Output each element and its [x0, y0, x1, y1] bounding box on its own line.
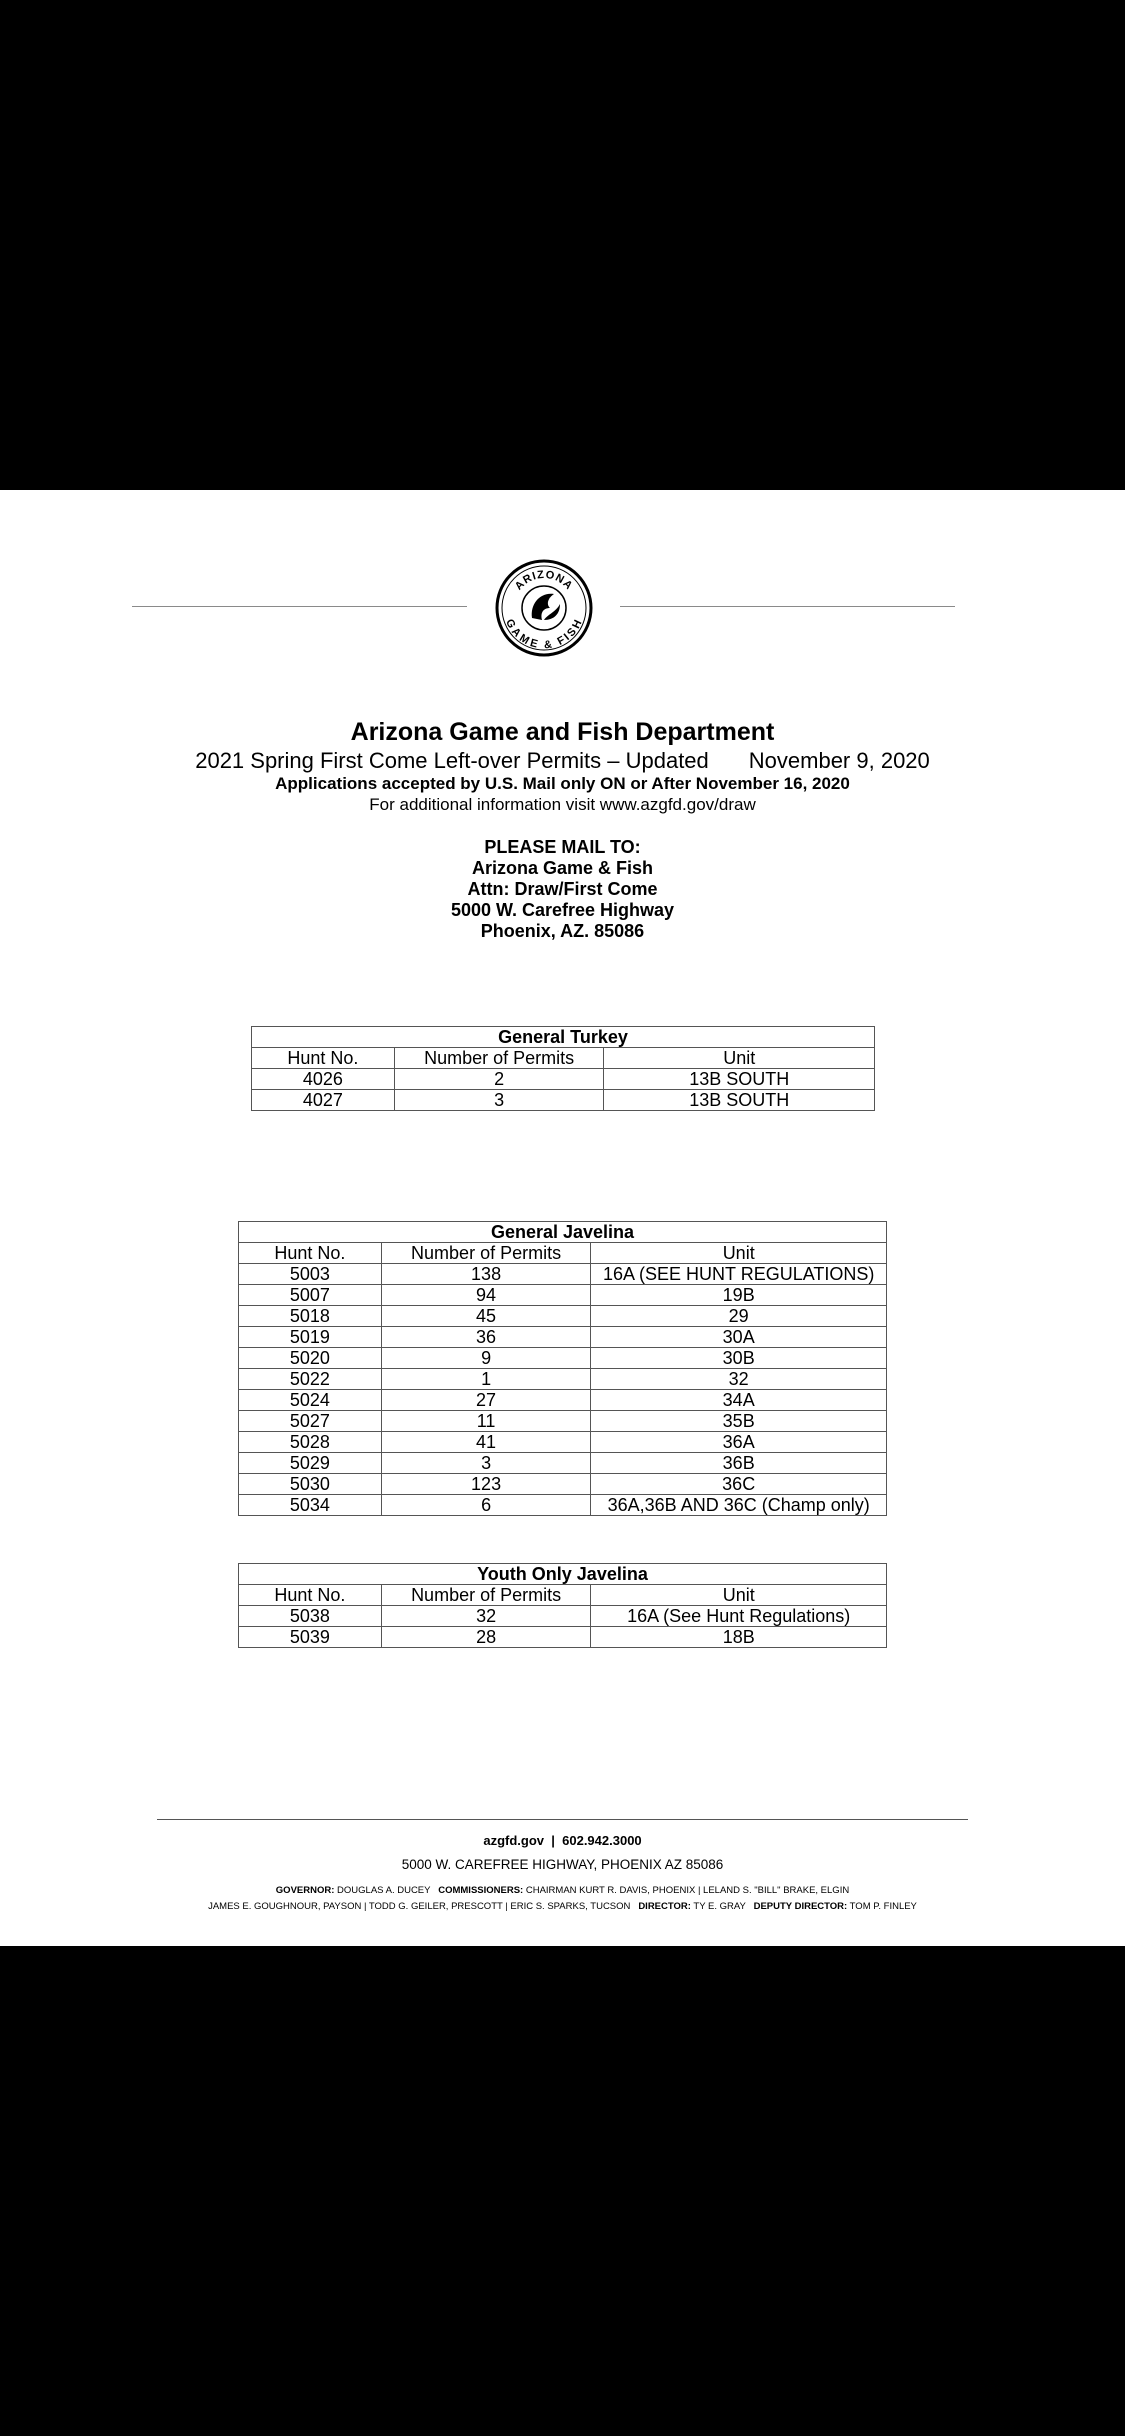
general-javelina-table — [238, 1221, 887, 1516]
unit-cell: 30A — [591, 1327, 887, 1348]
hunt-no-cell: 5019 — [239, 1327, 382, 1348]
document-subtitle — [0, 750, 1125, 772]
table-row — [239, 1285, 887, 1306]
table-row — [239, 1390, 887, 1411]
column-header-permits: Number of Permits — [381, 1585, 591, 1606]
table-row — [252, 1090, 875, 1111]
department-title: Arizona Game and Fish Department — [350, 718, 775, 746]
table-row — [239, 1348, 887, 1369]
footer-separator: | — [551, 1833, 555, 1848]
governor-label: GOVERNOR: — [275, 1885, 335, 1896]
table-row — [239, 1453, 887, 1474]
arizona-game-and-fish-seal-icon — [494, 558, 594, 658]
permits-cell: 138 — [381, 1264, 591, 1285]
commissioners-line-2: JAMES E. GOUGHNOUR, PAYSON | TODD G. GEILER, PRESCOTT | ERIC S. SPARKS, TUCSON — [208, 1901, 631, 1912]
permits-cell: 9 — [381, 1348, 591, 1369]
subtitle-text: 2021 Spring First Come Left-over Permits – Updated — [195, 748, 709, 773]
commissioners-line-1: CHAIRMAN KURT R. DAVIS, PHOENIX | LELAND S. "BILL" BRAKE, ELGIN — [525, 1885, 850, 1896]
permits-cell: 11 — [381, 1411, 591, 1432]
permits-cell: 123 — [381, 1474, 591, 1495]
unit-cell: 36A — [591, 1432, 887, 1453]
director-label: DIRECTOR: — [638, 1901, 691, 1912]
unit-cell: 16A (SEE HUNT REGULATIONS) — [591, 1264, 887, 1285]
hunt-no-cell: 4026 — [252, 1069, 395, 1090]
table-title: Youth Only Javelina — [239, 1564, 887, 1585]
director-name: TY E. GRAY — [693, 1901, 746, 1912]
column-header-permits: Number of Permits — [394, 1048, 604, 1069]
svg-text:ARIZONA: ARIZONA — [512, 568, 576, 593]
applications-note: Applications accepted by U.S. Mail only ON or After November 16, 2020 — [275, 774, 850, 793]
mail-line: Arizona Game & Fish — [471, 858, 654, 878]
hunt-no-cell: 5030 — [239, 1474, 382, 1495]
column-header-unit: Unit — [591, 1243, 887, 1264]
hunt-no-cell: 5024 — [239, 1390, 382, 1411]
permits-cell: 94 — [381, 1285, 591, 1306]
table-title: General Turkey — [252, 1027, 875, 1048]
header-rule-right — [620, 606, 955, 607]
hunt-no-cell: 5027 — [239, 1411, 382, 1432]
unit-cell: 19B — [591, 1285, 887, 1306]
column-header-unit: Unit — [604, 1048, 875, 1069]
unit-cell: 13B SOUTH — [604, 1069, 875, 1090]
column-header-hunt-no: Hunt No. — [239, 1243, 382, 1264]
table-title: General Javelina — [239, 1222, 887, 1243]
permits-cell: 1 — [381, 1369, 591, 1390]
permits-cell: 3 — [394, 1090, 604, 1111]
updated-date: November 9, 2020 — [748, 748, 930, 773]
column-header-unit: Unit — [591, 1585, 887, 1606]
governor-name: DOUGLAS A. DUCEY — [337, 1885, 431, 1896]
table-row — [239, 1606, 887, 1627]
permits-cell: 6 — [381, 1495, 591, 1516]
unit-cell: 30B — [591, 1348, 887, 1369]
permits-cell: 32 — [381, 1606, 591, 1627]
footer-address: 5000 W. CAREFREE HIGHWAY, PHOENIX AZ 85086 — [401, 1857, 724, 1872]
unit-cell: 36A,36B AND 36C (Champ only) — [591, 1495, 887, 1516]
deputy-director-label: DEPUTY DIRECTOR: — [753, 1901, 848, 1912]
column-header-permits: Number of Permits — [381, 1243, 591, 1264]
table-row — [239, 1411, 887, 1432]
table-row — [239, 1474, 887, 1495]
hunt-no-cell: 5039 — [239, 1627, 382, 1648]
table-row — [239, 1627, 887, 1648]
unit-cell: 18B — [591, 1627, 887, 1648]
permits-cell: 41 — [381, 1432, 591, 1453]
mail-line: 5000 W. Carefree Highway — [450, 900, 675, 920]
table-row — [239, 1432, 887, 1453]
unit-cell: 35B — [591, 1411, 887, 1432]
deputy-director-name: TOM P. FINLEY — [849, 1901, 917, 1912]
hunt-no-cell: 5020 — [239, 1348, 382, 1369]
mail-heading: PLEASE MAIL TO: — [484, 837, 641, 857]
footer-website: azgfd.gov — [483, 1833, 545, 1848]
footer-phone: 602.942.3000 — [562, 1833, 642, 1848]
footer-officials-line-1 — [0, 1886, 1125, 1896]
unit-cell: 16A (See Hunt Regulations) — [591, 1606, 887, 1627]
table-row — [239, 1306, 887, 1327]
hunt-no-cell: 5007 — [239, 1285, 382, 1306]
unit-cell: 13B SOUTH — [604, 1090, 875, 1111]
document-page — [0, 490, 1125, 1946]
table-row — [239, 1369, 887, 1390]
commissioners-label: COMMISSIONERS: — [438, 1885, 524, 1896]
permits-cell: 36 — [381, 1327, 591, 1348]
hunt-no-cell: 5018 — [239, 1306, 382, 1327]
permits-cell: 3 — [381, 1453, 591, 1474]
unit-cell: 29 — [591, 1306, 887, 1327]
youth-only-javelina-table — [238, 1563, 887, 1648]
svg-text:GAME & FISH: GAME & FISH — [503, 617, 585, 652]
general-turkey-table — [251, 1026, 875, 1111]
column-header-hunt-no: Hunt No. — [252, 1048, 395, 1069]
hunt-no-cell: 5029 — [239, 1453, 382, 1474]
table-row — [239, 1327, 887, 1348]
hunt-no-cell: 5038 — [239, 1606, 382, 1627]
table-row — [239, 1264, 887, 1285]
unit-cell: 32 — [591, 1369, 887, 1390]
mail-line: Phoenix, AZ. 85086 — [480, 921, 645, 941]
column-header-hunt-no: Hunt No. — [239, 1585, 382, 1606]
footer-contact — [0, 1834, 1125, 1847]
mail-line: Attn: Draw/First Come — [467, 879, 658, 899]
permits-cell: 2 — [394, 1069, 604, 1090]
hunt-no-cell: 4027 — [252, 1090, 395, 1111]
permits-cell: 27 — [381, 1390, 591, 1411]
unit-cell: 36C — [591, 1474, 887, 1495]
footer-rule — [157, 1819, 968, 1820]
table-row — [252, 1069, 875, 1090]
hunt-no-cell: 5028 — [239, 1432, 382, 1453]
unit-cell: 34A — [591, 1390, 887, 1411]
table-row — [239, 1495, 887, 1516]
hunt-no-cell: 5003 — [239, 1264, 382, 1285]
unit-cell: 36B — [591, 1453, 887, 1474]
permits-cell: 28 — [381, 1627, 591, 1648]
header-rule-left — [132, 606, 467, 607]
permits-cell: 45 — [381, 1306, 591, 1327]
hunt-no-cell: 5034 — [239, 1495, 382, 1516]
info-note: For additional information visit www.azgfd.gov/draw — [369, 795, 756, 814]
hunt-no-cell: 5022 — [239, 1369, 382, 1390]
footer-officials-line-2 — [0, 1902, 1125, 1912]
